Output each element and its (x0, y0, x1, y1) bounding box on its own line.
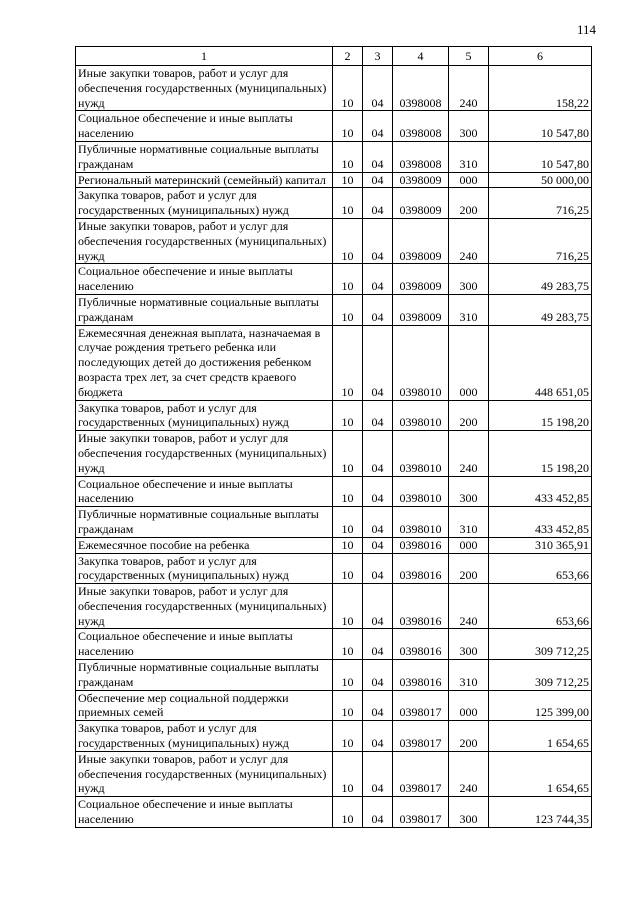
subsection-code: 04 (363, 172, 393, 188)
expense-type-code: 200 (449, 721, 489, 752)
subsection-code: 04 (363, 751, 393, 796)
table-row (76, 111, 592, 142)
target-article-code: 0398017 (393, 690, 449, 721)
section-code: 10 (333, 172, 363, 188)
table-row (76, 553, 592, 584)
subsection-code: 04 (363, 584, 393, 629)
row-name: Иные закупки товаров, работ и услуг для обеспечения государственных (муниципальных) нужд (76, 66, 333, 111)
amount: 50 000,00 (489, 172, 592, 188)
target-article-code: 0398008 (393, 111, 449, 142)
section-code: 10 (333, 584, 363, 629)
expense-type-code: 200 (449, 400, 489, 431)
table-row (76, 660, 592, 691)
row-name: Ежемесячная денежная выплата, назначаемая в случае рождения третьего ребенка или последующих детей до достижения ребенком возраста трех лет, за счет средств краевого бюджета (76, 325, 333, 400)
table-row (76, 400, 592, 431)
table-row (76, 66, 592, 111)
section-code: 10 (333, 218, 363, 263)
amount: 125 399,00 (489, 690, 592, 721)
section-code: 10 (333, 629, 363, 660)
table-row (76, 507, 592, 538)
row-name: Региональный материнский (семейный) капитал (76, 172, 333, 188)
row-name: Закупка товаров, работ и услуг для государственных (муниципальных) нужд (76, 553, 333, 584)
column-header-3: 3 (363, 47, 393, 66)
table-row (76, 629, 592, 660)
expense-type-code: 310 (449, 294, 489, 325)
section-code: 10 (333, 294, 363, 325)
target-article-code: 0398009 (393, 294, 449, 325)
amount: 49 283,75 (489, 294, 592, 325)
target-article-code: 0398010 (393, 431, 449, 476)
table-row (76, 537, 592, 553)
row-name: Закупка товаров, работ и услуг для государственных (муниципальных) нужд (76, 721, 333, 752)
page-number: 114 (576, 22, 596, 37)
target-article-code: 0398016 (393, 629, 449, 660)
target-article-code: 0398009 (393, 218, 449, 263)
expense-type-code: 240 (449, 218, 489, 263)
row-name: Ежемесячное пособие на ребенка (76, 537, 333, 553)
section-code: 10 (333, 721, 363, 752)
amount: 716,25 (489, 218, 592, 263)
table-row (76, 325, 592, 400)
amount: 309 712,25 (489, 660, 592, 691)
subsection-code: 04 (363, 188, 393, 219)
table-row (76, 797, 592, 828)
section-code: 10 (333, 553, 363, 584)
amount: 310 365,91 (489, 537, 592, 553)
row-name: Обеспечение мер социальной поддержки приемных семей (76, 690, 333, 721)
row-name: Иные закупки товаров, работ и услуг для обеспечения государственных (муниципальных) нужд (76, 431, 333, 476)
section-code: 10 (333, 66, 363, 111)
budget-table (75, 46, 592, 828)
amount: 1 654,65 (489, 751, 592, 796)
column-header-1: 1 (76, 47, 333, 66)
table-row (76, 476, 592, 507)
subsection-code: 04 (363, 660, 393, 691)
amount: 15 198,20 (489, 431, 592, 476)
subsection-code: 04 (363, 629, 393, 660)
table-row (76, 218, 592, 263)
table-row (76, 172, 592, 188)
row-name: Иные закупки товаров, работ и услуг для обеспечения государственных (муниципальных) нужд (76, 218, 333, 263)
target-article-code: 0398016 (393, 584, 449, 629)
section-code: 10 (333, 325, 363, 400)
target-article-code: 0398009 (393, 264, 449, 295)
subsection-code: 04 (363, 553, 393, 584)
amount: 123 744,35 (489, 797, 592, 828)
column-header-4: 4 (393, 47, 449, 66)
row-name: Публичные нормативные социальные выплаты гражданам (76, 507, 333, 538)
amount: 49 283,75 (489, 264, 592, 295)
target-article-code: 0398010 (393, 400, 449, 431)
expense-type-code: 310 (449, 507, 489, 538)
subsection-code: 04 (363, 476, 393, 507)
expense-type-code: 300 (449, 797, 489, 828)
section-code: 10 (333, 111, 363, 142)
section-code: 10 (333, 537, 363, 553)
table-row (76, 690, 592, 721)
expense-type-code: 300 (449, 629, 489, 660)
table-body (76, 66, 592, 828)
target-article-code: 0398017 (393, 721, 449, 752)
subsection-code: 04 (363, 264, 393, 295)
expense-type-code: 240 (449, 66, 489, 111)
target-article-code: 0398016 (393, 553, 449, 584)
section-code: 10 (333, 751, 363, 796)
expense-type-code: 000 (449, 537, 489, 553)
amount: 10 547,80 (489, 141, 592, 172)
target-article-code: 0398010 (393, 507, 449, 538)
expense-type-code: 240 (449, 431, 489, 476)
target-article-code: 0398017 (393, 751, 449, 796)
target-article-code: 0398008 (393, 66, 449, 111)
amount: 1 654,65 (489, 721, 592, 752)
row-name: Социальное обеспечение и иные выплаты населению (76, 629, 333, 660)
table-header-row (76, 47, 592, 66)
target-article-code: 0398009 (393, 172, 449, 188)
subsection-code: 04 (363, 721, 393, 752)
row-name: Публичные нормативные социальные выплаты гражданам (76, 141, 333, 172)
subsection-code: 04 (363, 294, 393, 325)
amount: 158,22 (489, 66, 592, 111)
amount: 448 651,05 (489, 325, 592, 400)
section-code: 10 (333, 141, 363, 172)
subsection-code: 04 (363, 111, 393, 142)
expense-type-code: 240 (449, 584, 489, 629)
target-article-code: 0398016 (393, 660, 449, 691)
table-row (76, 188, 592, 219)
row-name: Иные закупки товаров, работ и услуг для обеспечения государственных (муниципальных) нужд (76, 584, 333, 629)
subsection-code: 04 (363, 537, 393, 553)
amount: 309 712,25 (489, 629, 592, 660)
amount: 433 452,85 (489, 476, 592, 507)
expense-type-code: 300 (449, 111, 489, 142)
expense-type-code: 300 (449, 476, 489, 507)
section-code: 10 (333, 476, 363, 507)
subsection-code: 04 (363, 325, 393, 400)
amount: 433 452,85 (489, 507, 592, 538)
expense-type-code: 310 (449, 660, 489, 691)
row-name: Социальное обеспечение и иные выплаты населению (76, 264, 333, 295)
target-article-code: 0398010 (393, 476, 449, 507)
subsection-code: 04 (363, 218, 393, 263)
table-row (76, 264, 592, 295)
row-name: Закупка товаров, работ и услуг для государственных (муниципальных) нужд (76, 400, 333, 431)
row-name: Публичные нормативные социальные выплаты гражданам (76, 660, 333, 691)
target-article-code: 0398016 (393, 537, 449, 553)
expense-type-code: 200 (449, 553, 489, 584)
column-header-5: 5 (449, 47, 489, 66)
target-article-code: 0398010 (393, 325, 449, 400)
section-code: 10 (333, 400, 363, 431)
subsection-code: 04 (363, 66, 393, 111)
table-row (76, 294, 592, 325)
expense-type-code: 310 (449, 141, 489, 172)
row-name: Публичные нормативные социальные выплаты гражданам (76, 294, 333, 325)
subsection-code: 04 (363, 797, 393, 828)
column-header-2: 2 (333, 47, 363, 66)
table-row (76, 721, 592, 752)
amount: 15 198,20 (489, 400, 592, 431)
row-name: Закупка товаров, работ и услуг для государственных (муниципальных) нужд (76, 188, 333, 219)
amount: 653,66 (489, 553, 592, 584)
amount: 653,66 (489, 584, 592, 629)
table-row (76, 431, 592, 476)
expense-type-code: 200 (449, 188, 489, 219)
subsection-code: 04 (363, 507, 393, 538)
row-name: Иные закупки товаров, работ и услуг для обеспечения государственных (муниципальных) нужд (76, 751, 333, 796)
expense-type-code: 000 (449, 690, 489, 721)
target-article-code: 0398017 (393, 797, 449, 828)
expense-type-code: 300 (449, 264, 489, 295)
section-code: 10 (333, 797, 363, 828)
row-name: Социальное обеспечение и иные выплаты населению (76, 476, 333, 507)
subsection-code: 04 (363, 431, 393, 476)
expense-type-code: 000 (449, 172, 489, 188)
table-row (76, 141, 592, 172)
section-code: 10 (333, 660, 363, 691)
section-code: 10 (333, 690, 363, 721)
amount: 10 547,80 (489, 111, 592, 142)
target-article-code: 0398009 (393, 188, 449, 219)
target-article-code: 0398008 (393, 141, 449, 172)
column-header-6: 6 (489, 47, 592, 66)
expense-type-code: 240 (449, 751, 489, 796)
section-code: 10 (333, 264, 363, 295)
table-row (76, 584, 592, 629)
row-name: Социальное обеспечение и иные выплаты населению (76, 797, 333, 828)
row-name: Социальное обеспечение и иные выплаты населению (76, 111, 333, 142)
section-code: 10 (333, 507, 363, 538)
expense-type-code: 000 (449, 325, 489, 400)
table-row (76, 751, 592, 796)
section-code: 10 (333, 431, 363, 476)
subsection-code: 04 (363, 141, 393, 172)
subsection-code: 04 (363, 400, 393, 431)
subsection-code: 04 (363, 690, 393, 721)
section-code: 10 (333, 188, 363, 219)
amount: 716,25 (489, 188, 592, 219)
